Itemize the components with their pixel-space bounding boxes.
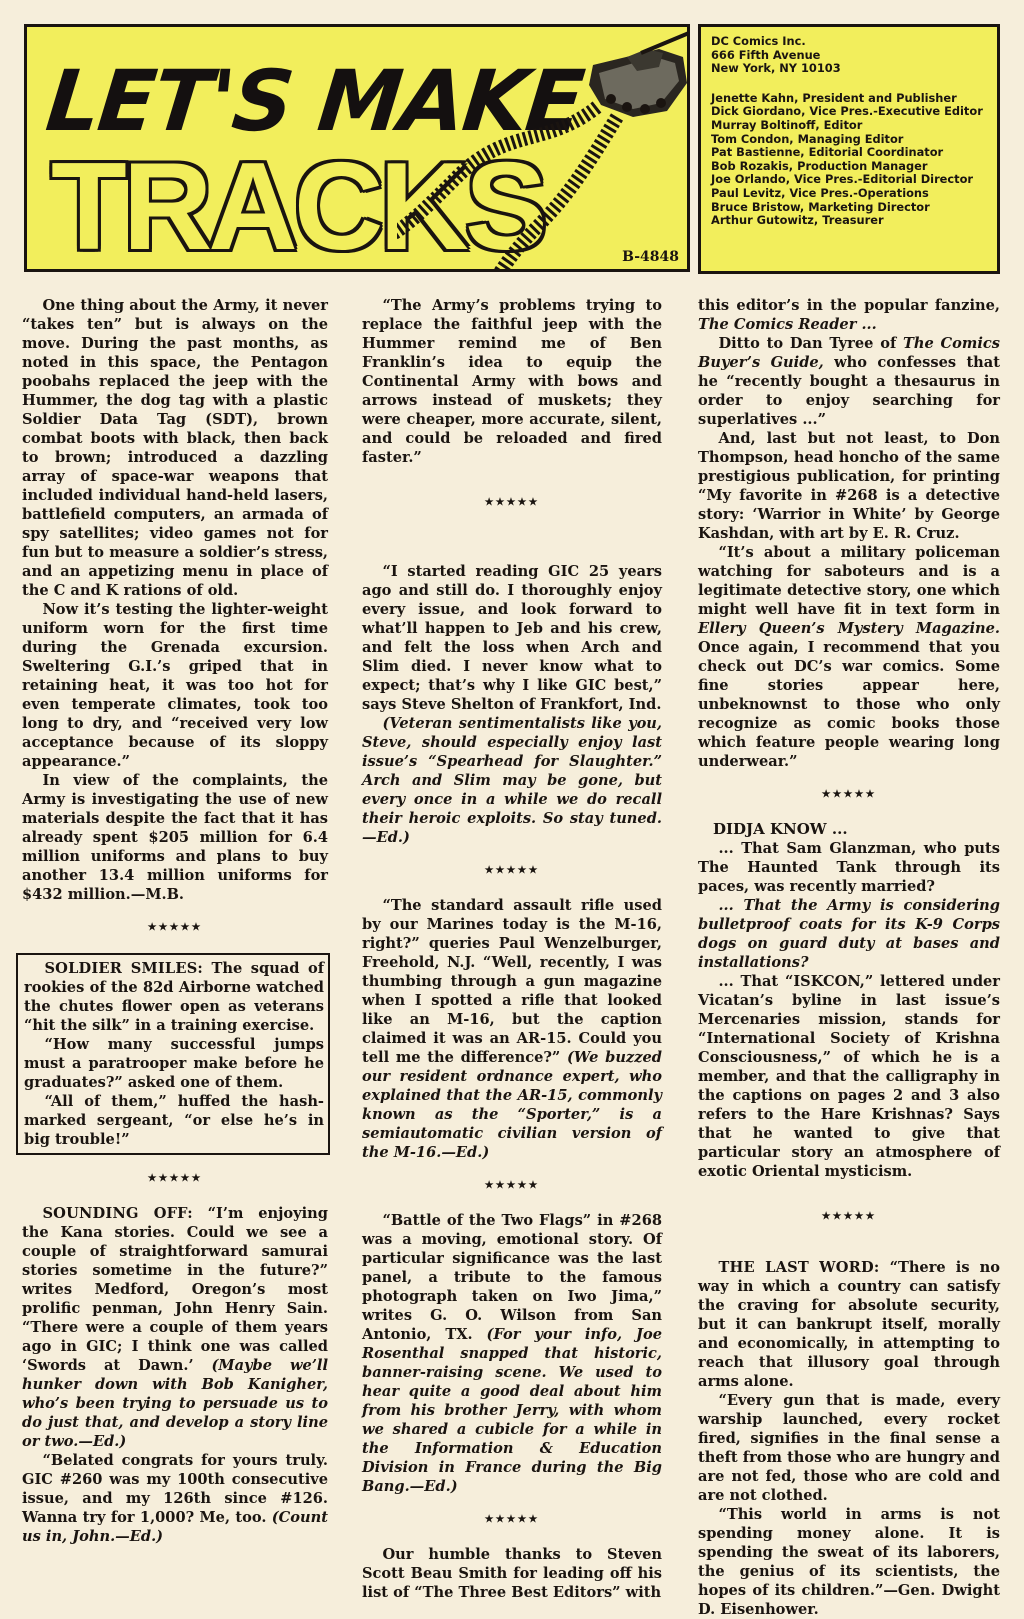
letter-writer-name: Dan Tyree <box>789 335 874 352</box>
paragraph: ... That “ISKCON,” lettered under Vicatan’s byline in last issue’s Mercenaries mission, stands for “International Society of Krishna Consciousness,” of which he is a member, and that the calligraphy in the captions on pages 2 and 3 also refers to the Hare Krishnas? Says that he wanted to give that particular story an atmosphere of exotic Oriental mysticism. <box>698 973 1000 1180</box>
paragraph: One thing about the Army, it never “takes ten” but is always on the move. During the past months, as noted in this space, the Pentagon poobahs replaced the jeep with the Hummer, the dog tag with a plastic Soldier Data Tag (SDT), brown combat boots with black, then back to brown; introduced a dazzling array of space-war weapons that included individual hand-held lasers, battlefield computers, an armada of spy satellites; video games not for fun but to measure a soldier’s stress, and an appetizing menu in place of the C and K rations of old. <box>22 297 328 599</box>
staff-line: Dick Giordano, Vice Pres.-Executive Editor <box>711 104 983 119</box>
letter-writer-name: Steve Shelton <box>401 696 514 713</box>
publisher-address <box>711 35 987 76</box>
publication-title: The Comics Buyer’s Guide, <box>698 335 1000 371</box>
letter-writer-name: Steven Scott Beau Smith <box>362 1546 662 1582</box>
paragraph: “The Army’s problems trying to replace the faithful jeep with the Hummer remind me of Ben Franklin’s idea to equip the Continental Army with bows and arrows instead of muskets; they were cheaper, more accurate, silent, and could be reloaded and fired faster.” <box>362 297 662 466</box>
staff-line: Paul Levitz, Vice Pres.-Operations <box>711 185 929 200</box>
star-divider: ★★★★★ <box>821 789 877 800</box>
paragraph-text: this editor’s in the popular fanzine, <box>698 297 1000 314</box>
paragraph-text: “I started reading GIC 25 years ago and still do. I thoroughly enjoy every issue, and look forward to what’ll happen to Jeb and his crew, and felt the loss when Arch and Slim died. I never know what to expect; that’s why I like GIC best,” says <box>362 563 662 713</box>
paragraph-text: “It’s about a military policeman watching for saboteurs and is a legitimate detective story, one which might well have fit in text form in <box>698 544 1000 618</box>
paragraph-text: The squad of rookies of the 82d Airborne watched the chutes flower open as veterans “hit the silk” in a training exercise. <box>24 960 324 1034</box>
editor-reply: (Maybe we’ll hunker down with Bob Kanigher, who’s been trying to persuade us to do just that, and develop a story line or two.—Ed.) <box>22 1357 328 1450</box>
paragraph-text: from San Antonio, TX. <box>362 1307 663 1343</box>
title-line-1: LET'S MAKE <box>41 52 587 150</box>
letter-writer-name: Don Thompson, <box>698 430 1000 466</box>
column-3 <box>698 296 1000 1619</box>
paragraph: “How many successful jumps must a paratrooper make before he graduates?” asked one of them. <box>24 1036 324 1091</box>
paragraph: ... That Sam Glanzman, who puts The Haunted Tank through its paces, was recently married? <box>698 840 1000 895</box>
code-label: B-4848 <box>622 249 679 265</box>
staff-line: Pat Bastienne, Editorial Coordinator <box>711 145 944 160</box>
paragraph: In view of the complaints, the Army is investigating the use of new materials despite the fact that it has already spent $205 million for 6.4 million uniforms and plans to buy another 13.4 million uniforms for $432 million.—M.B. <box>22 772 328 903</box>
paragraph-text: of Frankfort, Ind. <box>513 696 662 713</box>
tank-illustration <box>397 27 690 272</box>
staff-line: Jenette Kahn, President and Publisher <box>711 90 957 105</box>
star-divider: ★★★★★ <box>821 1211 877 1222</box>
staff-line: Tom Condon, Managing Editor <box>711 131 904 146</box>
section-heading: THE LAST WORD: <box>718 1259 880 1276</box>
paragraph: “This world in arms is not spending money alone. It is spending the sweat of its laborers, the genius of its scientists, the hopes of its children.”—Gen. Dwight D. Eisenhower. <box>698 1506 1000 1618</box>
address-line: 666 Fifth Avenue <box>711 47 821 62</box>
paragraph-text: “There were a couple of them years ago in GIC; I think one was called ‘Swords at Dawn.’ <box>22 1319 328 1374</box>
column-2 <box>362 296 662 1602</box>
masthead <box>698 24 1000 274</box>
paragraph-text: Freehold, N.J. “Well, recently, I was thumbing through a gun magazine when I spotted a rifle that looked like an M-16, but the caption claimed it was an AR-15. Could you tell me the difference?” <box>362 954 662 1066</box>
paragraph-text: “Belated congrats for yours truly. GIC #260 was my 100th consecutive issue, and my 126th since #126. Wanna try for 1,000? Me, too. <box>22 1452 328 1526</box>
staff-list <box>711 92 987 228</box>
paragraph-text: “There is no way in which a country can satisfy the craving for absolute security, but it can bankrupt itself, morally and economically, in attempting to reach that illusory goal through arms alone. <box>698 1259 1000 1390</box>
paragraph-text: “Battle of the Two Flags” in #268 was a moving, emotional story. Of particular significance was the last panel, a tribute to the famous photograph taken on Iwo Jima,” writes <box>362 1212 662 1324</box>
paragraph-text: Ditto to <box>718 335 790 352</box>
title-line-2: TRACKS <box>51 138 544 272</box>
soldier-smiles-box <box>16 953 330 1155</box>
staff-line: Joe Orlando, Vice Pres.-Editorial Director <box>711 172 974 187</box>
paragraph-text: Our humble thanks to <box>382 1546 608 1563</box>
editor-reply: (Count us in, John.—Ed.) <box>22 1509 328 1545</box>
paragraph-text: And, last but not least, to <box>718 430 967 447</box>
publication-title: The Comics Reader ... <box>698 316 877 333</box>
letter-writer-name: John Henry Sain. <box>174 1300 329 1317</box>
letter-writer-name: G. O. Wilson <box>430 1307 557 1324</box>
star-divider: ★★★★★ <box>484 1180 540 1191</box>
staff-line: Murray Boltinoff, Editor <box>711 117 863 132</box>
editor-reply: (Veteran sentimentalists like you, Steve, should especially enjoy last issue’s “Spearhead for Slaughter.” Arch and Slim may be gone, but every once in a while we do recall their heroic exploits. So stay tuned.—Ed.) <box>362 715 662 846</box>
staff-line: Bruce Bristow, Marketing Director <box>711 199 930 214</box>
section-heading: DIDJA KNOW ... <box>713 820 848 838</box>
address-line: DC Comics Inc. <box>711 34 806 48</box>
editor-reply: (We buzzed our resident ordnance expert, who explained that the AR-15, commonly known as the “Sporter,” is a semiautomatic civilian version of the M-16.—Ed.) <box>362 1049 662 1161</box>
paragraph-text: Once again, I recommend that you check out DC’s war comics. Some fine stories appear here, unbeknownst to those who only recognize as comic books those which feature people wearing long underwear.” <box>698 639 1000 770</box>
paragraph: ... That the Army is considering bulletproof coats for its K-9 Corps dogs on guard duty at bases and installations? <box>698 897 1000 971</box>
star-divider: ★★★★★ <box>147 922 203 933</box>
paragraph-text: “I’m enjoying the Kana stories. Could we see a couple of straightforward samurai stories sometime in the future?” writes Medford, Oregon’s most prolific penman, <box>22 1205 328 1317</box>
staff-line: Arthur Gutowitz, Treasurer <box>711 213 884 228</box>
editor-reply: (For your info, Joe Rosenthal snapped that historic, banner-raising scene. We used to hear quite a good deal about him from his brother Jerry, with whom we shared a cubicle for a while in the Information & Education Division in France during the Big Bang.—Ed.) <box>362 1326 662 1495</box>
title-panel <box>24 24 690 272</box>
column-1 <box>22 296 328 1546</box>
star-divider: ★★★★★ <box>484 1514 540 1525</box>
paragraph-text: who confesses that he “recently bought a thesaurus in order to enjoy searching for superlatives ...” <box>698 354 1000 428</box>
paragraph-text: of <box>873 335 904 352</box>
paragraph: “Every gun that is made, every warship launched, every rocket fired, signifies in the final sense a theft from those who are hungry and are not fed, those who are cold and are not clothed. <box>698 1392 1000 1504</box>
publication-title: Ellery Queen’s Mystery Magazine. <box>698 620 1000 637</box>
paragraph-text: for leading off his list of “The Three Best Editors” with <box>362 1565 662 1601</box>
section-heading: SOLDIER SMILES: <box>44 960 204 977</box>
staff-line: Bob Rozakis, Production Manager <box>711 158 928 173</box>
letter-writer-name: Paul Wenzelburger, <box>498 935 662 952</box>
star-divider: ★★★★★ <box>484 497 540 508</box>
paragraph: “All of them,” huffed the hash-marked sergeant, “or else he’s in big trouble!” <box>24 1093 324 1148</box>
address-line: New York, NY 10103 <box>711 61 841 76</box>
section-heading: SOUNDING OFF: <box>42 1205 193 1222</box>
star-divider: ★★★★★ <box>147 1173 203 1184</box>
paragraph: Now it’s testing the lighter-weight uniform worn for the first time during the Grenada excursion. Sweltering G.I.’s griped that in retaining heat, it was too hot for even temperate climates, took too long to dry, and “received very low acceptance because of its sloppy appearance.” <box>22 601 328 770</box>
paragraph-text: head honcho of the same prestigious publication, for printing “My favorite in #268 is a detective story: ‘Warrior in White’ by George Kashdan, with art by E. R. Cruz. <box>698 449 1000 542</box>
star-divider: ★★★★★ <box>484 865 540 876</box>
paragraph-text: “The standard assault rifle used by our Marines today is the M-16, right?” queries <box>362 897 662 952</box>
